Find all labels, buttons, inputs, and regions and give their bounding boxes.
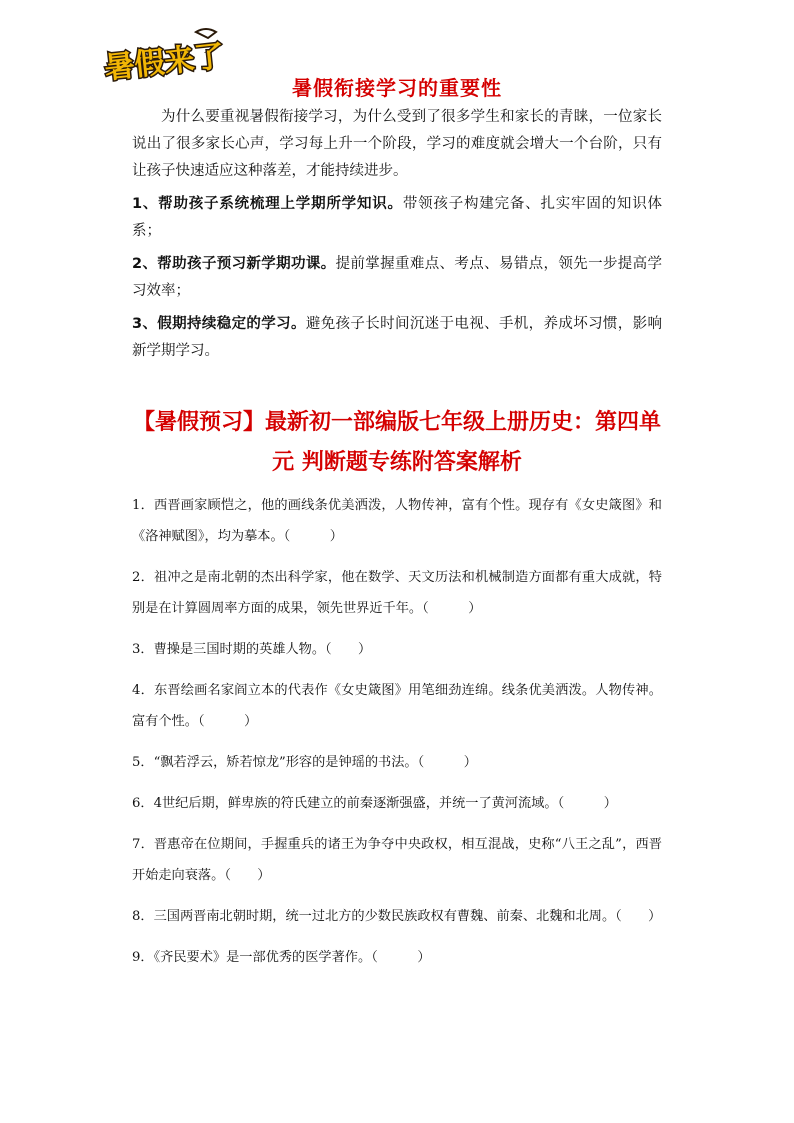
intro-section bbox=[132, 104, 662, 371]
intro-paragraph: 为什么要重视暑假衔接学习，为什么受到了很多学生和家长的青睐，一位家长说出了很多家长心声，学习每上升一个阶段，学习的难度就会增大一个台阶，只有让孩子快速适应这种落差，才能持续进步。 bbox=[132, 109, 662, 179]
point-heading: 2、帮助孩子预习新学期功课。 bbox=[132, 256, 336, 272]
question-item: 1．西晋画家顾恺之，他的画线条优美洒泼，人物传神，富有个性。现存有《女史箴图》和《洛神赋图》，均为摹本。（ ） bbox=[132, 498, 662, 544]
point-heading: 1、帮助孩子系统梳理上学期所学知识。 bbox=[132, 196, 403, 212]
intro-point bbox=[132, 251, 662, 305]
logo-text: 暑假来了 bbox=[102, 38, 226, 87]
intro-title: 暑假衔接学习的重要性 bbox=[292, 76, 502, 100]
question-list bbox=[132, 490, 662, 983]
point-text: 避免孩子长时间沉迷于电视、手机，养成坏习惯，影响新学期学习。 bbox=[132, 316, 662, 359]
question-item: 5．“飘若浮云，矫若惊龙”形容的是钟瑶的书法。（ ） bbox=[132, 755, 477, 770]
question-item: 3．曹操是三国时期的英雄人物。（ ） bbox=[132, 642, 372, 657]
point-text: 提前掌握重难点、考点、易错点，领先一步提高学习效率； bbox=[132, 256, 663, 299]
question-item: 2．祖冲之是南北朝的杰出科学家，他在数学、天文历法和机械制造方面都有重大成就，特别是在计算圆周率方面的成果，领先世界近千年。（ ） bbox=[132, 570, 662, 616]
point-heading: 3、假期持续稳定的学习。 bbox=[132, 316, 306, 332]
logo-swoosh-icon bbox=[196, 29, 216, 38]
question-item: 6．4世纪后期，鲜卑族的符氏建立的前秦逐渐强盛，并统一了黄河流域。（ ） bbox=[132, 796, 617, 811]
main-title: 【暑假预习】最新初一部编版七年级上册历史：第四单元 判断题专练附答案解析 bbox=[132, 409, 661, 475]
intro-point bbox=[132, 191, 662, 245]
question-item: 7．晋惠帝在位期间，手握重兵的诸王为争夺中央政权，相互混战，史称“八王之乱”，西晋开始走向衰落。（ ） bbox=[132, 837, 662, 883]
question-item: 9．《齐民要术》是一部优秀的医学著作。（ ） bbox=[132, 950, 431, 965]
question-item: 8．三国两晋南北朝时期，统一过北方的少数民族政权有曹魏、前秦、北魏和北周。（ ） bbox=[132, 909, 662, 924]
intro-point bbox=[132, 311, 662, 365]
point-text: 带领孩子构建完备、扎实牢固的知识体系； bbox=[132, 196, 663, 239]
question-item: 4．东晋绘画名家阎立本的代表作《女史箴图》用笔细劲连绵。线条优美洒泼。人物传神。富有个性。（ ） bbox=[132, 683, 662, 729]
